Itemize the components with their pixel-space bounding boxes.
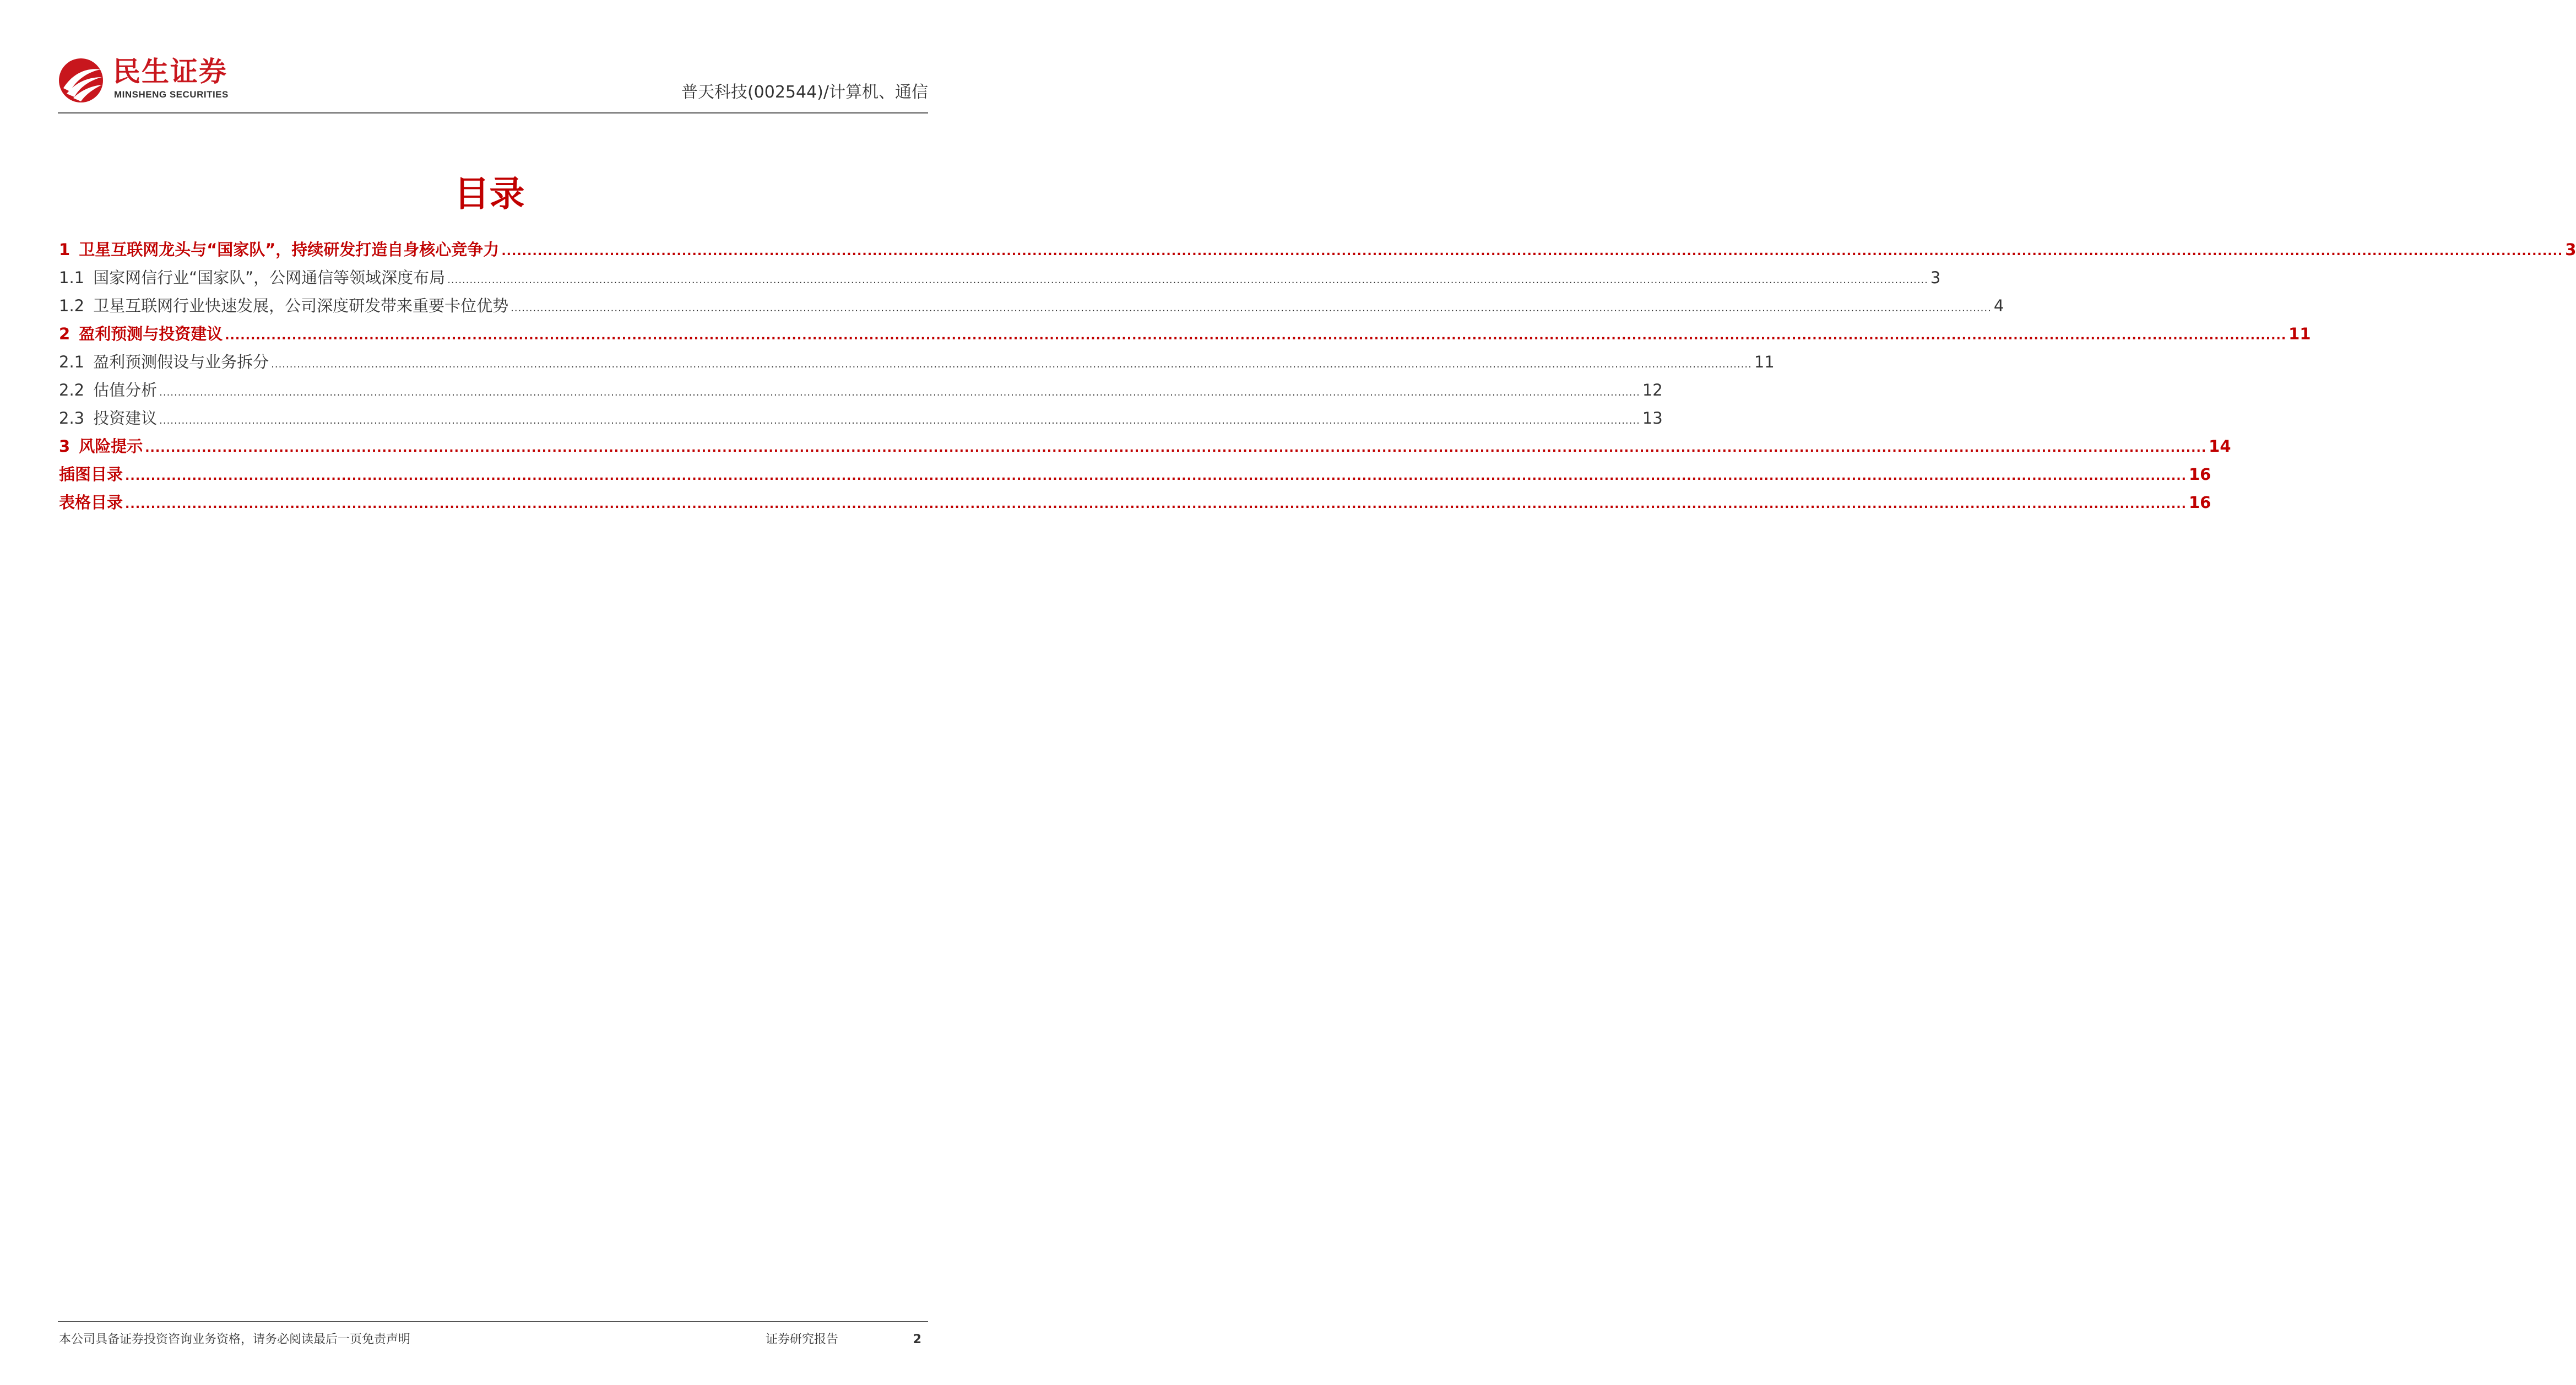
toc-entry[interactable] xyxy=(59,432,2231,461)
toc-entry[interactable] xyxy=(59,348,1775,376)
toc-entry-page: 14 xyxy=(2209,437,2231,456)
footer-report-type: 证券研究报告 xyxy=(766,1333,839,1346)
toc-entry-text: 盈利预测与投资建议 xyxy=(79,324,223,343)
toc-dot-leader: ................................................................................................................................................................................................................................................................................................................................................................................................................ xyxy=(145,441,2207,455)
toc-entry-label xyxy=(59,348,269,376)
toc-entry-text: 国家网信行业“国家队”，公网通信等领域深度布局 xyxy=(93,268,446,287)
minsheng-logo-icon xyxy=(58,57,104,104)
toc-entry[interactable] xyxy=(59,489,2211,517)
toc-entry[interactable] xyxy=(59,404,1663,432)
toc-dot-leader: ................................................................................................................................................................................................................................................................................................................................................................................................................ xyxy=(225,329,2287,343)
toc-entry-label xyxy=(59,236,499,264)
company-logo xyxy=(58,55,240,106)
toc-entry[interactable] xyxy=(59,376,1663,404)
toc-entry-label xyxy=(59,489,123,517)
toc-entry[interactable] xyxy=(59,320,2311,348)
logo-chinese-name: 民生证券 xyxy=(113,56,227,88)
toc-entry-number: 2.1 xyxy=(59,353,85,371)
toc-entry-label xyxy=(59,404,157,432)
toc-entry-text: 盈利预测假设与业务拆分 xyxy=(93,353,269,371)
toc-entry-number: 1 xyxy=(59,240,70,259)
toc-dot-leader: ................................................................................................................................................................................................................................................................................................................................................................................................................ xyxy=(125,497,2187,511)
toc-entry-page: 3 xyxy=(1930,268,1941,287)
toc-entry-text: 估值分析 xyxy=(93,381,158,399)
toc-dot-leader: ................................................................................................................................................................................................................................................................................................................................................................................................................ xyxy=(511,302,1992,314)
toc-entry-page: 16 xyxy=(2188,493,2211,512)
report-subject: 普天科技(002544)/计算机、通信 xyxy=(681,83,928,102)
header-divider xyxy=(58,112,928,113)
toc-entry-label xyxy=(59,432,143,461)
logo-english-name: MINSHENG SECURITIES xyxy=(114,89,229,100)
table-of-contents xyxy=(59,236,2576,517)
toc-dot-leader: ................................................................................................................................................................................................................................................................................................................................................................................................................ xyxy=(159,387,1640,398)
toc-entry-number: 2.2 xyxy=(59,381,85,399)
toc-entry-label xyxy=(59,320,223,348)
toc-entry-page: 16 xyxy=(2188,465,2211,484)
toc-dot-leader: ................................................................................................................................................................................................................................................................................................................................................................................................................ xyxy=(159,415,1640,426)
toc-entry-page: 11 xyxy=(1754,353,1775,371)
toc-entry-page: 4 xyxy=(1993,296,2004,315)
toc-dot-leader: ................................................................................................................................................................................................................................................................................................................................................................................................................ xyxy=(447,274,1928,286)
toc-entry-number: 1.1 xyxy=(59,268,85,287)
toc-entry[interactable] xyxy=(59,264,1941,292)
toc-entry-label xyxy=(59,376,157,404)
toc-entry-label xyxy=(59,461,123,489)
toc-entry-number: 2 xyxy=(59,324,70,343)
toc-entry[interactable] xyxy=(59,236,2576,264)
toc-entry-label xyxy=(59,292,508,320)
toc-entry-number: 2.3 xyxy=(59,409,85,428)
toc-entry-page: 12 xyxy=(1642,381,1663,399)
toc-entry-text: 表格目录 xyxy=(59,493,123,512)
toc-entry-number: 3 xyxy=(59,437,70,456)
toc-entry-text: 卫星互联网行业快速发展，公司深度研发带来重要卡位优势 xyxy=(93,296,509,315)
toc-entry-text: 卫星互联网龙头与“国家队”，持续研发打造自身核心竞争力 xyxy=(79,240,500,259)
toc-entry-text: 投资建议 xyxy=(93,409,158,428)
toc-entry-label xyxy=(59,264,445,292)
footer-divider xyxy=(58,1321,928,1322)
toc-title: 目录 xyxy=(454,174,525,215)
page-header xyxy=(58,55,928,113)
toc-entry-text: 风险提示 xyxy=(79,437,143,456)
toc-dot-leader: ................................................................................................................................................................................................................................................................................................................................................................................................................ xyxy=(271,359,1752,370)
toc-entry-page: 11 xyxy=(2288,324,2311,343)
toc-entry[interactable] xyxy=(59,461,2211,489)
toc-entry[interactable] xyxy=(59,292,2004,320)
footer-disclaimer: 本公司具备证券投资咨询业务资格，请务必阅读最后一页免责声明 xyxy=(59,1333,411,1346)
toc-entry-number: 1.2 xyxy=(59,296,85,315)
toc-entry-page: 13 xyxy=(1642,409,1663,428)
toc-entry-text: 插图目录 xyxy=(59,465,123,484)
footer-page-number: 2 xyxy=(913,1333,921,1346)
toc-dot-leader: ................................................................................................................................................................................................................................................................................................................................................................................................................ xyxy=(125,469,2187,483)
toc-dot-leader: ................................................................................................................................................................................................................................................................................................................................................................................................................ xyxy=(501,245,2563,258)
toc-entry-page: 3 xyxy=(2565,240,2576,259)
